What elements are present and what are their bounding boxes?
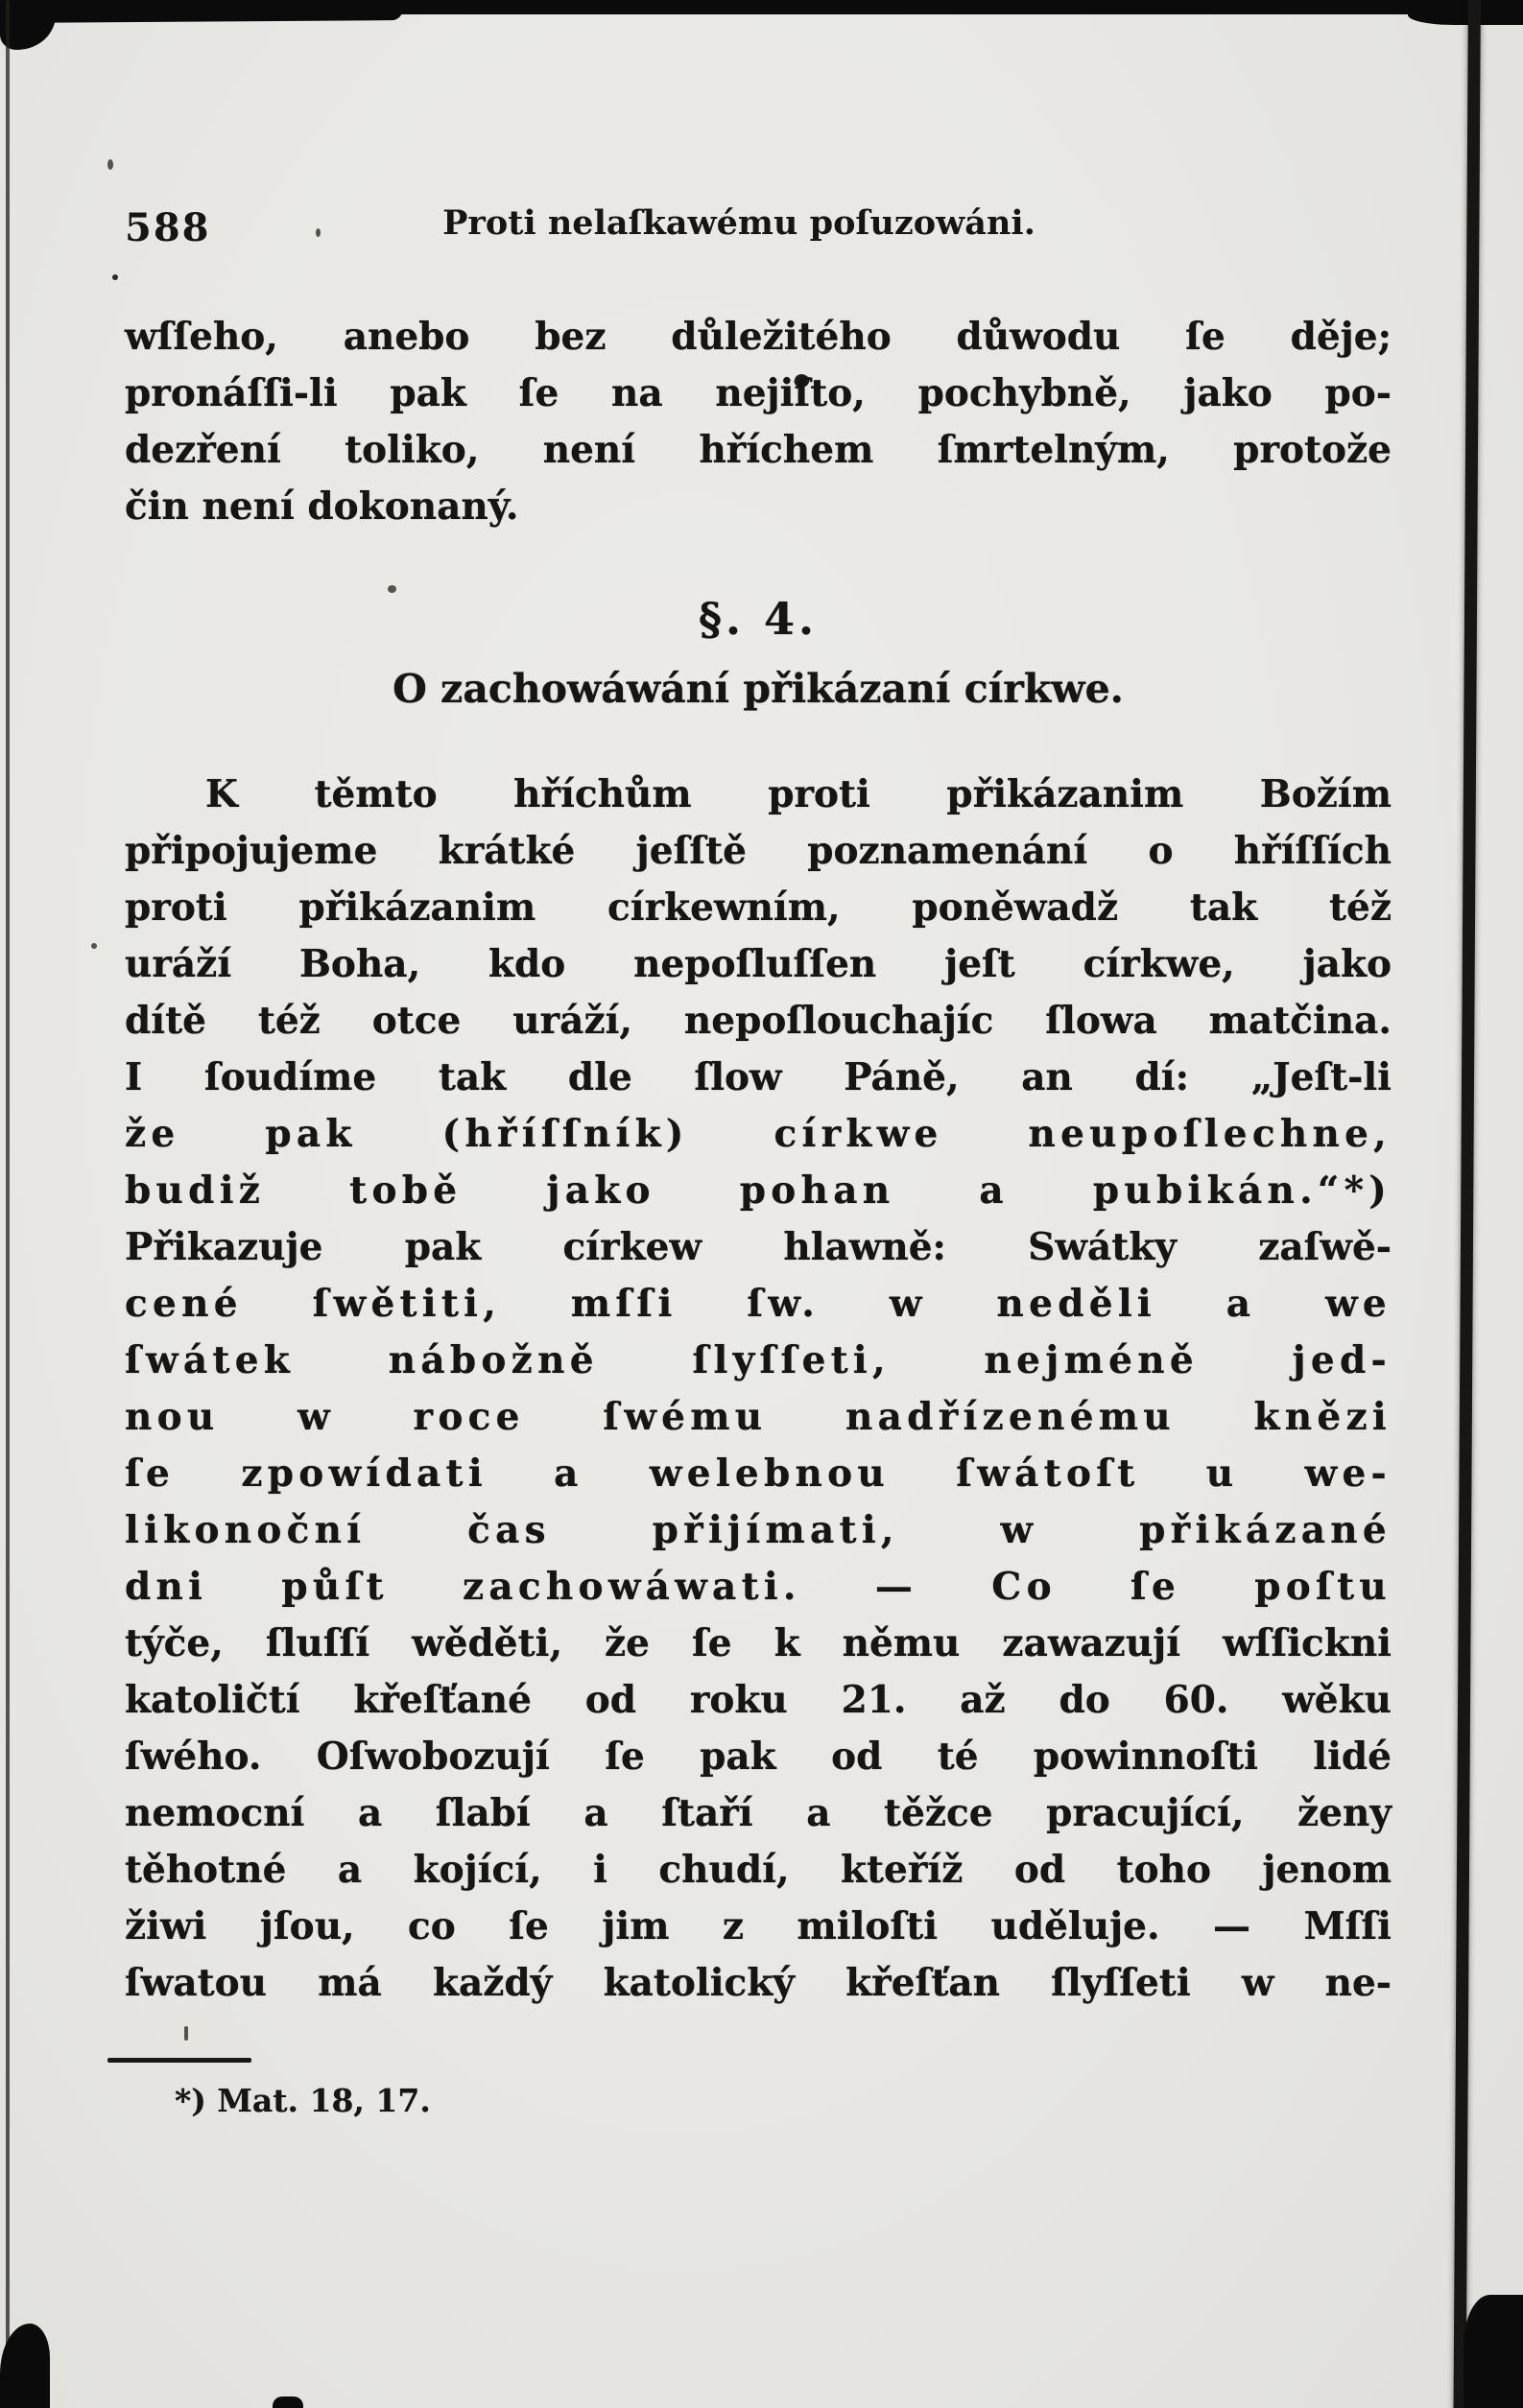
text-line: čin není dokonaný.: [125, 484, 519, 529]
paper-speck: [91, 943, 97, 949]
text-line: nou w roce ſwému nadřízenému knězi: [125, 1395, 1392, 1439]
text-line: Přikazuje pak církew hlawně: Swátky zaſwě-: [125, 1225, 1392, 1269]
text-line: dítě též otce uráží, nepoſlouchajíc ſlowa matčina.: [125, 999, 1392, 1043]
footnote-rule: [107, 2058, 251, 2063]
section-title: O zachowáwání přikázaní církwe.: [393, 666, 1124, 712]
text-line: likonoční čas přijímati, w přikázané: [125, 1508, 1392, 1552]
text-line: že pak (hříſſník) církwe neupoſlechne,: [125, 1112, 1392, 1156]
text-line: připojujeme krátké jeſſtě poznamenání o hříſſích: [125, 829, 1392, 873]
text-line: K těmto hříchům proti přikázanim Božím: [205, 772, 1392, 816]
text-line: proti přikázanim církewním, poněwadž tak též: [125, 885, 1392, 930]
running-header-title: Proti nelaſkawému poſuzowáni.: [442, 203, 1035, 243]
text-line: uráží Boha, kdo nepoſluſſen jeſt církwe, jako: [125, 942, 1392, 986]
text-line: budiž tobě jako pohan a pubikán.“*): [125, 1169, 1392, 1213]
scan-top-edge-wedge: [0, 7, 403, 23]
text-line: dni půſt zachowáwati. — Co ſe poſtu: [125, 1565, 1392, 1609]
scan-gutter-shadow: [1453, 0, 1481, 2408]
text-line: ſe zpowídati a welebnou ſwátoſt u we-: [125, 1452, 1392, 1496]
footnote-text: *) Mat. 18, 17.: [175, 2082, 431, 2119]
scan-corner-top-right: [1408, 0, 1523, 25]
text-line: katoličtí křeſťané od roku 21. až do 60. wěku: [125, 1678, 1392, 1722]
text-line: ſwátek nábožně ſlyſſeti, nejméně jed-: [125, 1338, 1392, 1382]
page-number: 588: [125, 205, 211, 250]
scan-bottom-mark: [273, 2396, 303, 2408]
paragraph-continuation: [125, 309, 1392, 535]
text-line: pronáſſi-li pak ſe na nejiſto, pochybně, jako po-: [125, 371, 1392, 415]
text-line: ſwého. Oſwobozují ſe pak od té powinnoſti lidé: [125, 1735, 1392, 1779]
text-line: I ſoudíme tak dle ſlow Páně, an dí: „Jeſt-li: [125, 1055, 1392, 1099]
paper-speck: [388, 585, 396, 593]
text-line: žiwi jſou, co ſe jim z miloſti uděluje. — Mſſi: [125, 1904, 1392, 1948]
text-line: wſſeho, anebo bez důležitého důwodu ſe děje;: [125, 315, 1392, 359]
text-line: ſwatou má každý katolický křeſťan ſlyſſeti w ne-: [125, 1961, 1392, 2005]
scan-corner-bottom-right: [1464, 2295, 1523, 2408]
text-line: nemocní a ſlabí a ſtaří a těžce pracující, ženy: [125, 1791, 1392, 1835]
main-paragraph: [125, 767, 1392, 2012]
paper-speck: [184, 2026, 188, 2041]
paper-speck: [112, 274, 118, 280]
paper-speck: [107, 159, 113, 170]
text-line: týče, ſluſſí wěděti, že ſe k němu zawazují wſſickni: [125, 1621, 1392, 1665]
section-number: §. 4.: [698, 593, 819, 645]
text-line: dezření toliko, není hříchem ſmrtelným, protože: [125, 428, 1392, 472]
scan-left-edge: [6, 0, 10, 2408]
running-head: [125, 203, 1392, 261]
text-line: cené ſwětiti, mſſi ſw. w neděli a we: [125, 1282, 1392, 1326]
text-line: těhotné a kojící, i chudí, kteříž od toho jenom: [125, 1848, 1392, 1892]
